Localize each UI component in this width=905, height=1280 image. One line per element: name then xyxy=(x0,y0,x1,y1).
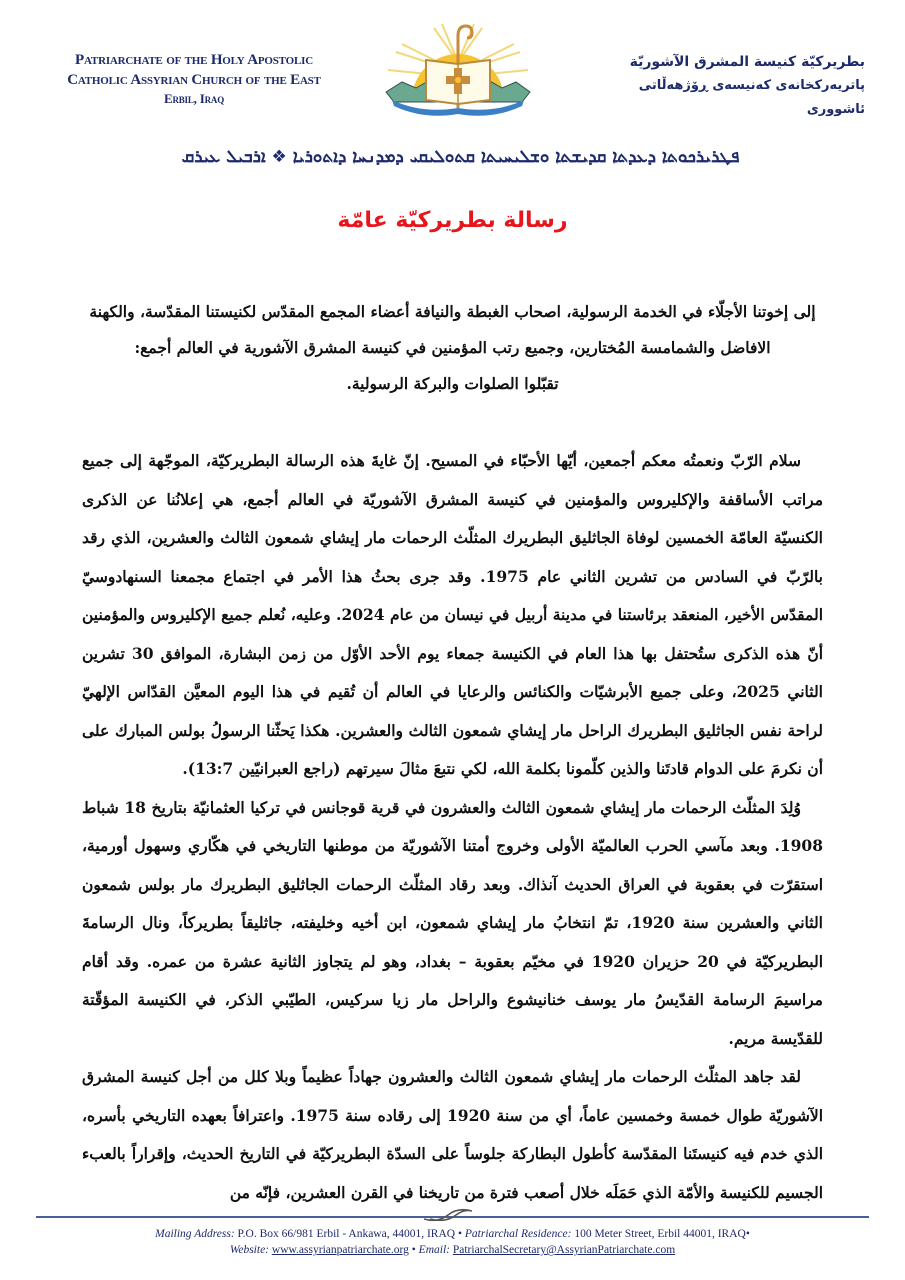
separator: • xyxy=(457,1228,462,1240)
website-label: Website: xyxy=(229,1244,270,1256)
footer-contact xyxy=(0,1226,905,1258)
residence-address: 100 Meter Street, Erbil 44001, IRAQ xyxy=(574,1228,746,1240)
salutation-line: الافاضل والشمامسة المُختارين، وجميع رتب المؤمنين في كنيسة المشرق الآشورية في العالم أجمع: xyxy=(134,338,771,357)
letterhead-city: Erbil, Iraq xyxy=(163,91,225,106)
website-link[interactable]: www.assyrianpatriarchate.org xyxy=(271,1244,409,1256)
separator: • xyxy=(745,1228,750,1240)
letterhead-line-1: Patriarchate of the Holy Apostolic xyxy=(75,52,313,68)
letterhead-arabic xyxy=(585,50,865,122)
footer-line-2 xyxy=(0,1242,905,1258)
letterhead-syriac: ܦܛܪܝܪܟܘܬܐ ܕܥܕܬܐ ܩܕܝܫܬܐ ܘܫܠܝܚܝܬܐ ܩܬܘܠܝܩܝ ܕܡܕܢܚܐ ܕܐܬܘܪܝܐ ❖ ܐܪܒܝܠ ܥܝܪܩ xyxy=(181,147,740,167)
salutation-block xyxy=(82,294,823,402)
letterhead-arabic-line: بطريركيّة كنيسة المشرق الآشوريّة xyxy=(629,54,865,70)
document-title: رسالة بطريركيّة عامّة xyxy=(337,208,568,233)
letterhead-english xyxy=(44,50,344,108)
body-paragraph: لقد جاهد المثلّث الرحمات مار إيشاي شمعون الثالث والعشرون جهاداً عظيماً وبلا كلل من أجل كنيسة المشرق الآشوريّة طوال خمسة وخمسين عاماً، أي من سنة 1920 إلى رقاده سنة 1975. واعترافاً بعهده التاريخي بأسره، الذي خدم فيه كنيستَنا المقدّسة كأطول البطاركة جلوساً على السدّة البطريركيّة في التاريخ الحديث، وإقراراً بالعبء الجسيم للكنيسة والأمّة الذي حَمَلَه خلال أصعب فترة من تاريخنا في القرن العشرين، فإنّه من xyxy=(82,1067,823,1202)
salutation-line: تقبّلوا الصلوات والبركة الرسولية. xyxy=(346,374,559,393)
separator: • xyxy=(411,1244,416,1256)
email-label: Email: xyxy=(418,1244,450,1256)
body-paragraph: وُلِدَ المثلّث الرحمات مار إيشاي شمعون الثالث والعشرون في قرية قوجانس في تركيا العثمانيّة بتاريخ 18 شباط 1908. وبعد مآسي الحرب العالميّة الأولى وخروج أمتنا الآشوريّة من موطنها التاريخي في هكّاري وسهول أورمية، استقرّت في بعقوبة في العراق الحديث آنذاك. وبعد رقاد المثلّث الرحمات الجاثليق البطريرك مار بولس شمعون الثاني والعشرين سنة 1920، تمّ انتخابُ مار إيشاي شمعون، ابن أخيه وخليفته، جاثليقاً بطريركاً، ونال الرسامةَ البطريركيّة في 20 حزيران 1920 في مخيّم بعقوبة – بغداد، وهو لم يتجاوز الثانية عشرة من عمره. وقد أقام مراسيمَ الرسامة القدّيسُ مار يوسف خنانيشوع والراحل مار زيا سركيس، الطيّبي الذكر، في الكنيسة المؤقّتة للقدّيسة مريم. xyxy=(82,797,824,1048)
footer-line-1 xyxy=(0,1226,905,1242)
mailing-label: Mailing Address: xyxy=(155,1228,235,1240)
letter-body xyxy=(82,442,823,1212)
letterhead-kurdish-line: پاتریەرکخانەی کەنیسەی ڕۆژهەڵاتی ئاشووری xyxy=(638,78,865,117)
email-link[interactable]: PatriarchalSecretary@AssyrianPatriarchate.com xyxy=(452,1244,676,1256)
salutation-line: إلى إخوتنا الأجلّاء في الخدمة الرسولية، اصحاب الغبطة والنيافة أعضاء المجمع المقدّس لكنيستنا المقدّسة، والكهنة xyxy=(89,302,816,321)
residence-label: Patriarchal Residence: xyxy=(464,1228,572,1240)
mailing-address: P.O. Box 66/981 Erbil - Ankawa, 44001, IRAQ xyxy=(237,1228,456,1240)
flourish-icon xyxy=(420,1207,480,1223)
patriarchate-emblem-icon xyxy=(372,22,544,130)
letterhead-line-2: Catholic Assyrian Church of the East xyxy=(67,72,321,88)
body-paragraph: سلام الرّبّ ونعمتُه معكم أجمعين، أيّها الأحبّاء في المسيح. إنّ غايةَ هذه الرسالة البطريركيّة، الموجّهة إلى جميع مراتب الأساقفة والإكليروس والمؤمنين في كنيسة المشرق الآشوريّة في العالم أجمع، هي إعلانُنا عن الذكرى الكنسيّة العامّة الخمسين لوفاة الجاثليق البطريرك المثلّث الرحمات مار إيشاي شمعون الثالث والعشرين، الذي رقد بالرّبّ في السادس من تشرين الثاني عام 1975. وقد جرى بحثُ هذا الأمر في اجتماع مجمعنا السنهادوسيّ المقدّس الأخير، المنعقد برئاستنا في مدينة أربيل في نيسان من عام 2024. وعليه، نُعلم جميع الإكليروس والمؤمنين أنّ هذه الذكرى ستُحتفل بها هذا العام في الكنيسة جمعاء يوم الأحد الأوّل من زمن البشارة، الموافق 30 تشرين الثاني 2025، وعلى جميع الأبرشيّات والكنائس والرعايا في العالم أن تُقيم في هذا اليوم المعيَّن القدّاس الإلهيّ لراحة نفس الجاثليق البطريرك الراحل مار إيشاي شمعون الثالث والعشرين. هكذا يَحثّنا الرسولُ بولس المبارك على أن نكرمَ على الدوام قادتَنا والذين كلّمونا بكلمة الله، لكي نتبعَ مثالَ سيرتهم (راجع العبرانيّين 13:7). xyxy=(82,451,824,778)
